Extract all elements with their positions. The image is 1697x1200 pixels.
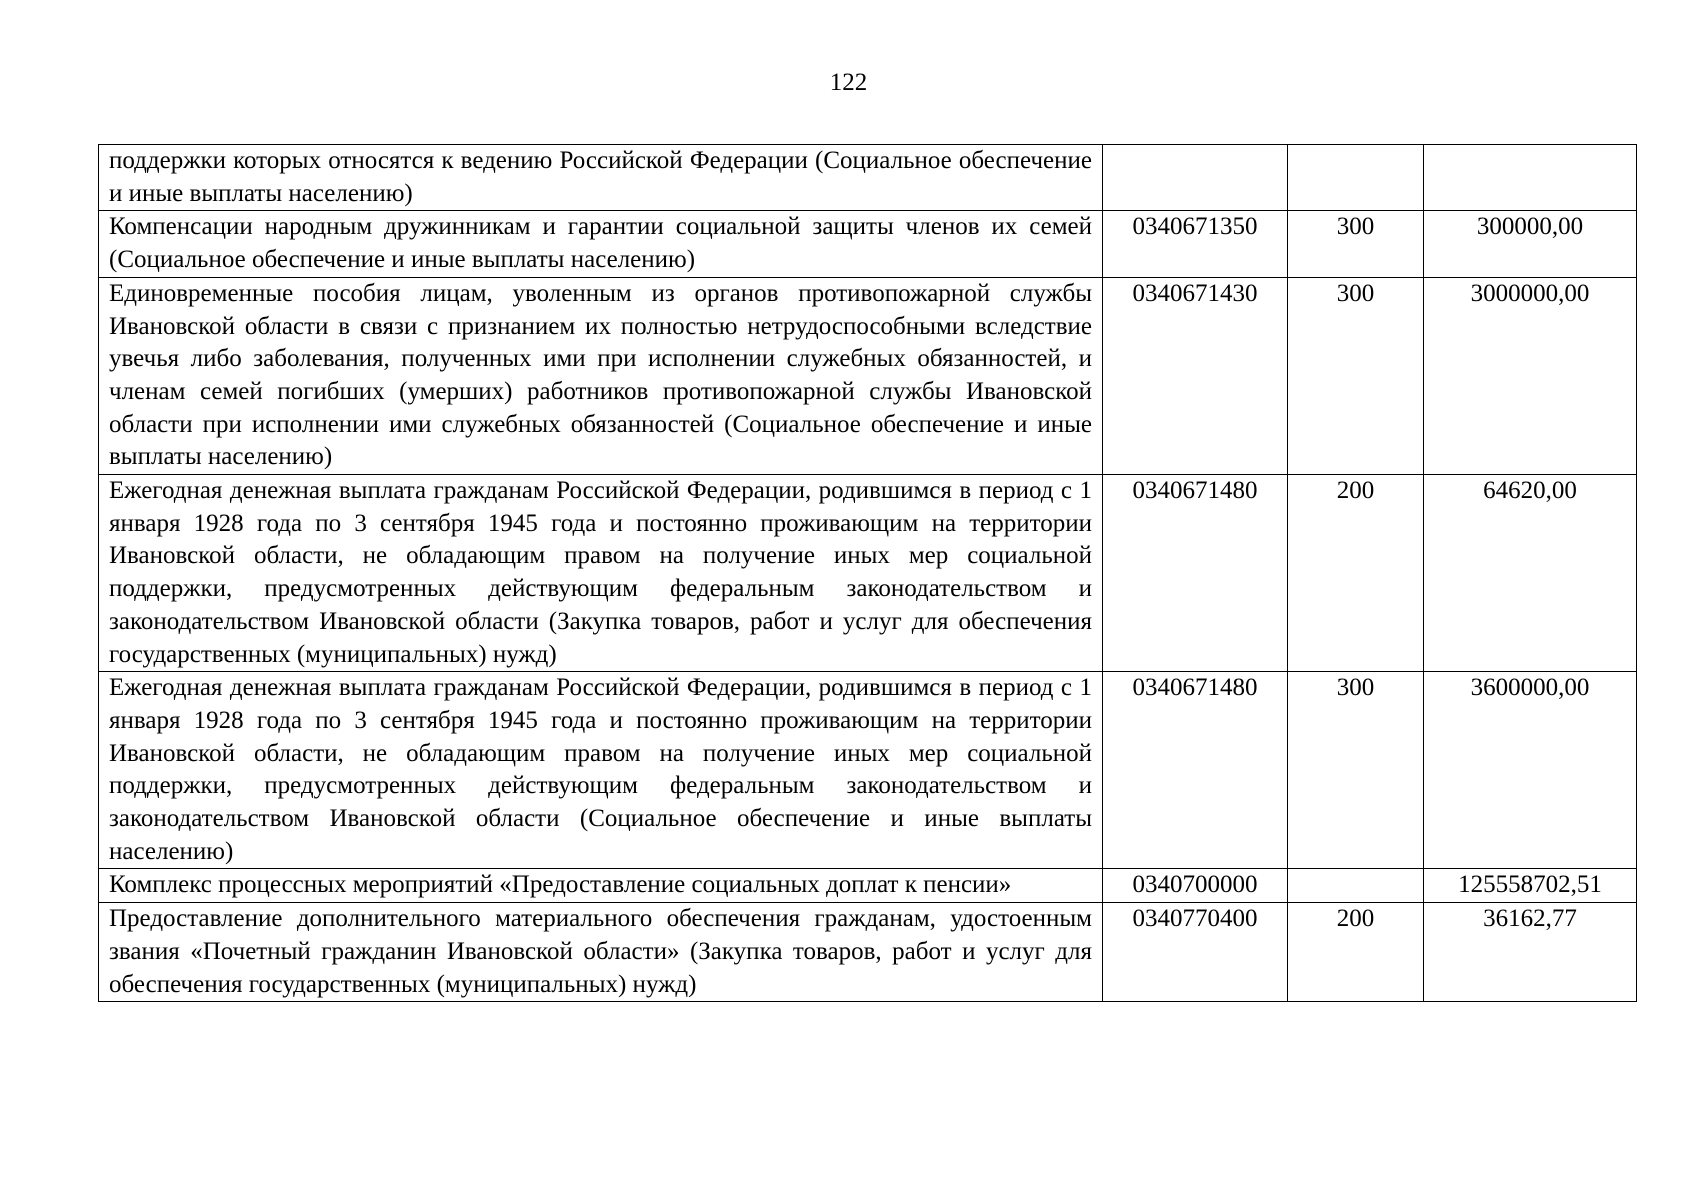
table-row xyxy=(99,145,1637,211)
row-expense-type-cell: 200 xyxy=(1288,903,1424,1002)
row-expense-type-cell xyxy=(1288,145,1424,211)
row-sum-cell: 3600000,00 xyxy=(1424,672,1637,869)
row-name-cell: Комплекс процессных мероприятий «Предоставление социальных доплат к пенсии» xyxy=(99,869,1103,903)
row-code-cell: 0340671430 xyxy=(1103,277,1288,474)
row-expense-type-cell: 300 xyxy=(1288,277,1424,474)
row-name-cell: Предоставление дополнительного материального обеспечения гражданам, удостоенным звания «Почетный гражданин Ивановской области» (Закупка товаров, работ и услуг для обеспечения государственных (муниципальных) нужд) xyxy=(99,903,1103,1002)
row-code-cell: 0340700000 xyxy=(1103,869,1288,903)
row-sum-cell: 125558702,51 xyxy=(1424,869,1637,903)
budget-table xyxy=(98,144,1637,1002)
row-code-cell: 0340671480 xyxy=(1103,672,1288,869)
row-sum-cell xyxy=(1424,145,1637,211)
row-name-cell: поддержки которых относятся к ведению Российской Федерации (Социальное обеспечение и иные выплаты населению) xyxy=(99,145,1103,211)
row-name-cell: Ежегодная денежная выплата гражданам Российской Федерации, родившимся в период с 1 января 1928 года по 3 сентября 1945 года и постоянно проживающим на территории Ивановской области, не обладающим правом на получение иных мер социальной поддержки, предусмотренных действующим федеральным законодательством и законодательством Ивановской области (Закупка товаров, работ и услуг для обеспечения государственных (муниципальных) нужд) xyxy=(99,475,1103,672)
table-row xyxy=(99,277,1637,474)
row-expense-type-cell: 200 xyxy=(1288,475,1424,672)
row-expense-type-cell xyxy=(1288,869,1424,903)
row-code-cell: 0340671480 xyxy=(1103,475,1288,672)
table-row xyxy=(99,475,1637,672)
page-number: 122 xyxy=(829,69,868,96)
row-expense-type-cell: 300 xyxy=(1288,672,1424,869)
table-row xyxy=(99,672,1637,869)
row-sum-cell: 3000000,00 xyxy=(1424,277,1637,474)
table-row xyxy=(99,903,1637,1002)
table-row xyxy=(99,211,1637,277)
row-expense-type-cell: 300 xyxy=(1288,211,1424,277)
table-row xyxy=(99,869,1637,903)
row-sum-cell: 64620,00 xyxy=(1424,475,1637,672)
row-sum-cell: 36162,77 xyxy=(1424,903,1637,1002)
row-name-cell: Ежегодная денежная выплата гражданам Российской Федерации, родившимся в период с 1 января 1928 года по 3 сентября 1945 года и постоянно проживающим на территории Ивановской области, не обладающим правом на получение иных мер социальной поддержки, предусмотренных действующим федеральным законодательством и законодательством Ивановской области (Социальное обеспечение и иные выплаты населению) xyxy=(99,672,1103,869)
row-name-cell: Компенсации народным дружинникам и гарантии социальной защиты членов их семей (Социальное обеспечение и иные выплаты населению) xyxy=(99,211,1103,277)
row-sum-cell: 300000,00 xyxy=(1424,211,1637,277)
row-code-cell xyxy=(1103,145,1288,211)
row-code-cell: 0340770400 xyxy=(1103,903,1288,1002)
row-code-cell: 0340671350 xyxy=(1103,211,1288,277)
row-name-cell: Единовременные пособия лицам, уволенным из органов противопожарной службы Ивановской области в связи с признанием их полностью нетрудоспособными вследствие увечья либо заболевания, полученных ими при исполнении служебных обязанностей, и членам семей погибших (умерших) работников противопожарной службы Ивановской области при исполнении ими служебных обязанностей (Социальное обеспечение и иные выплаты населению) xyxy=(99,277,1103,474)
